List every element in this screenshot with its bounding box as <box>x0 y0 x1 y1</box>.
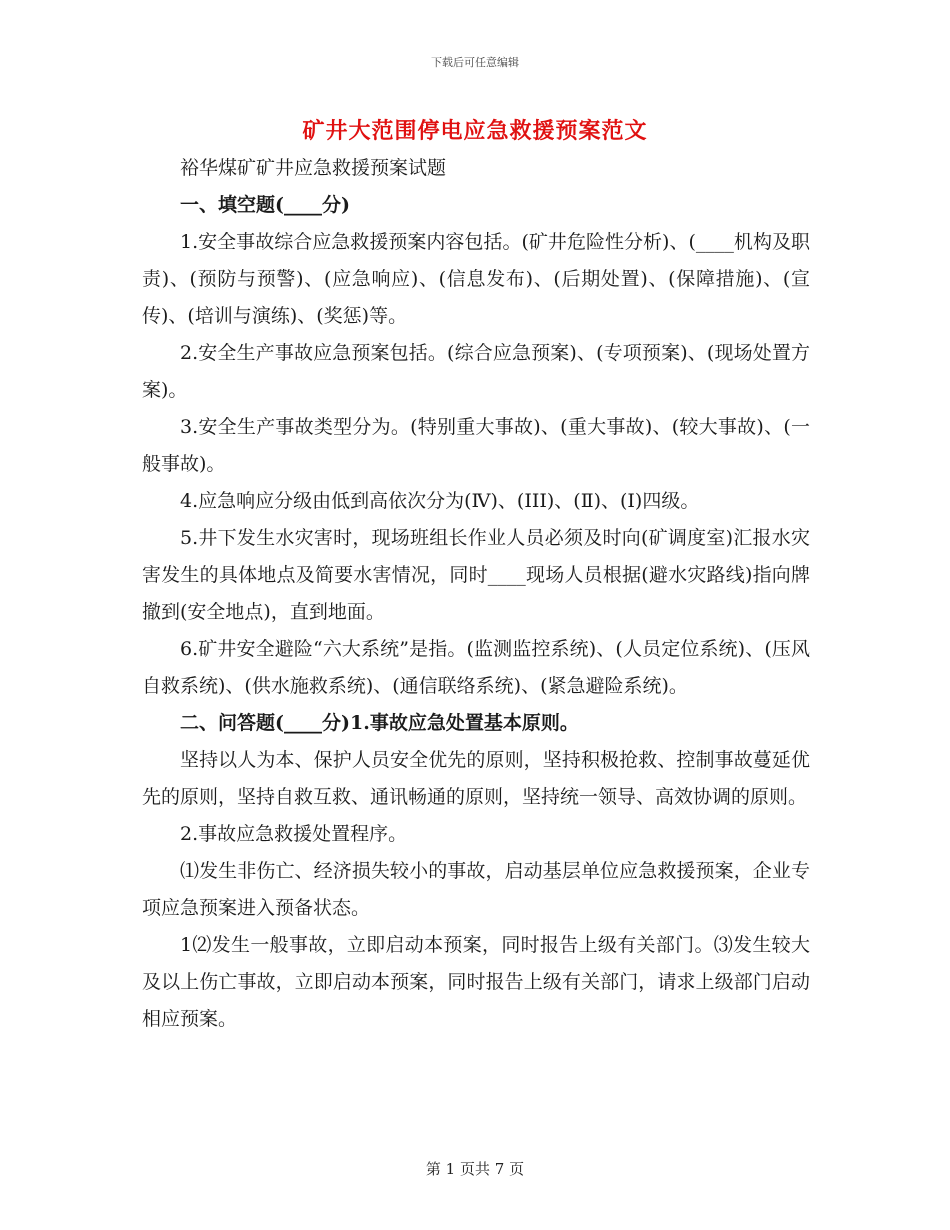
document-body <box>142 150 810 1038</box>
answer-1: 坚持以人为本、保护人员安全优先的原则，坚持积极抢救、控制事故蔓延优先的原则，坚持自救互救、通讯畅通的原则，坚持统一领导、高效协调的原则。 <box>142 749 810 808</box>
header-note: 下载后可任意编辑 <box>431 56 519 69</box>
question-2: 2.安全生产事故应急预案包括。(综合应急预案)、(专项预案)、(现场处置方案)。 <box>142 342 810 401</box>
question-1: 1.安全事故综合应急救援预案内容包括。(矿井危险性分析)、(____机构及职责)、(预防与预警)、(应急响应)、(信息发布)、(后期处置)、(保障措施)、(宣传)、(培训与演练)、(奖惩)等。 <box>142 231 810 327</box>
section-heading-fill-blank: 一、填空题(____分) <box>180 194 350 216</box>
question-5: 5.井下发生水灾害时，现场班组长作业人员必须及时向(矿调度室)汇报水灾害发生的具体地点及简要水害情况，同时____现场人员根据(避水灾路线)指向牌撤到(安全地点)，直到地面。 <box>142 527 810 623</box>
answer-2-item-2: 1⑵发生一般事故，立即启动本预案，同时报告上级有关部门。⑶发生较大及以上伤亡事故，立即启动本预案，同时报告上级有关部门，请求上级部门启动相应预案。 <box>142 934 810 1030</box>
document-title: 矿井大范围停电应急救援预案范文 <box>302 118 648 144</box>
answer-2-item-1: ⑴发生非伤亡、经济损失较小的事故，启动基层单位应急救援预案，企业专项应急预案进入预备状态。 <box>142 860 810 919</box>
question-4: 4.应急响应分级由低到高依次分为(Ⅳ)、(III)、(Ⅱ)、(Ⅰ)四级。 <box>180 490 700 512</box>
answer-2-title: 2.事故应急救援处置程序。 <box>180 823 408 845</box>
question-6: 6.矿井安全避险“六大系统”是指。(监测监控系统)、(人员定位系统)、(压风自救系统)、(供水施救系统)、(通信联络系统)、(紧急避险系统)。 <box>142 638 810 697</box>
page-footer: 第 1 页共 7 页 <box>425 1160 525 1178</box>
question-3: 3.安全生产事故类型分为。(特别重大事故)、(重大事故)、(较大事故)、(一般事故)。 <box>142 416 810 475</box>
section-heading-qa: 二、问答题(____分)1.事故应急处置基本原则。 <box>180 712 579 734</box>
subtitle: 裕华煤矿矿井应急救援预案试题 <box>180 157 447 179</box>
